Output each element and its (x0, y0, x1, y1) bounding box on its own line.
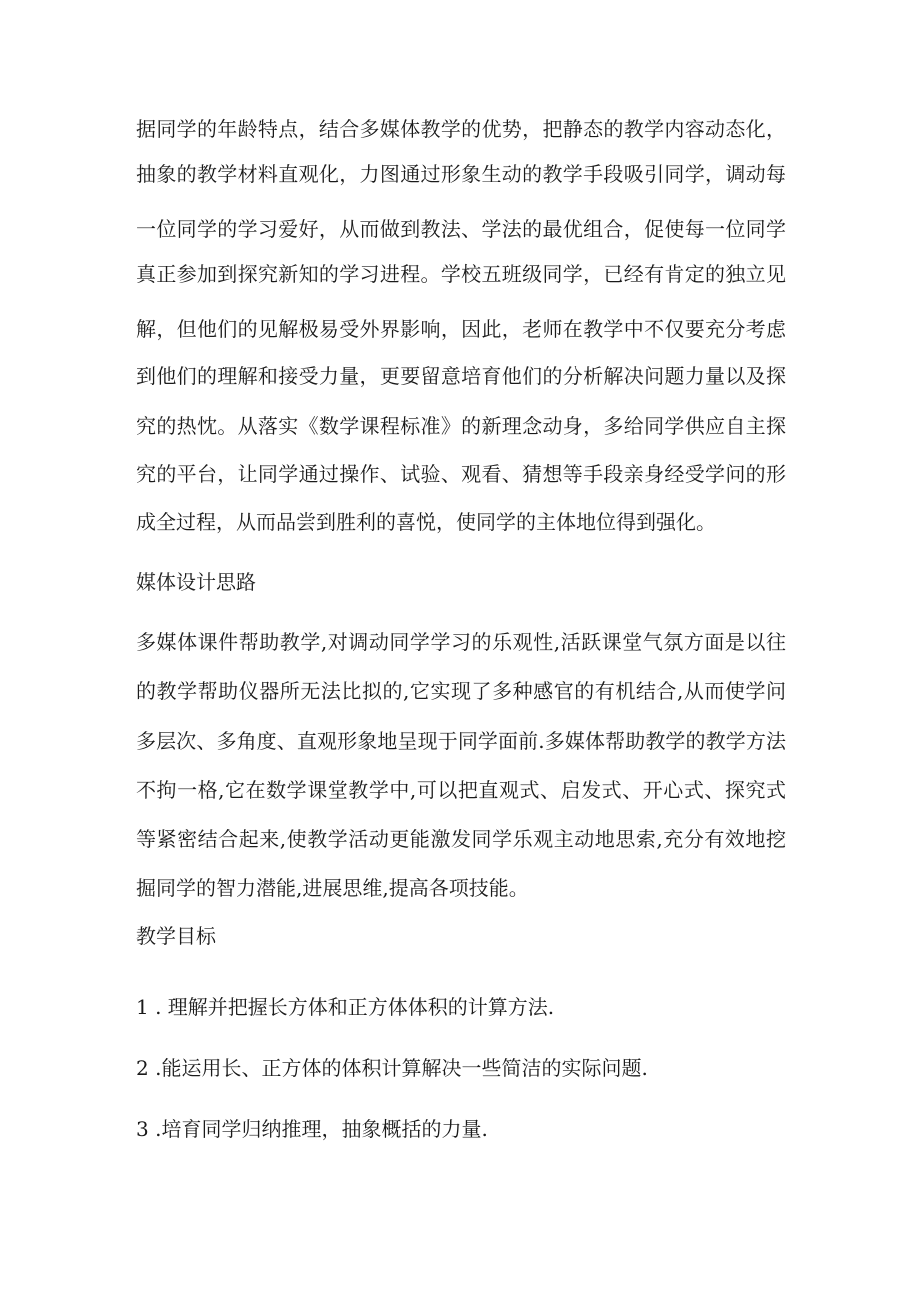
paragraph-line: 抽象的教学材料直观化，力图通过形象生动的教学手段吸引同学，调动每 (136, 162, 786, 186)
list-item: 3 .培育同学归纳推理，抽象概括的力量. (136, 1117, 488, 1141)
paragraph-line: 解，但他们的见解极易受外界影响，因此，老师在教学中不仅要充分考虑 (136, 317, 786, 341)
paragraph-line: 成全过程，从而品尝到胜利的喜悦，使同学的主体地位得到强化。 (136, 510, 716, 534)
paragraph-line: 的教学帮助仪器所无法比拟的,它实现了多种感官的有机结合,从而使学问 (136, 679, 786, 703)
section-heading-media-design: 媒体设计思路 (136, 570, 256, 594)
paragraph-line: 多层次、多角度、直观形象地呈现于同学面前.多媒体帮助教学的教学方法 (136, 729, 786, 753)
paragraph-line: 真正参加到探究新知的学习进程。学校五班级同学，已经有肯定的独立见 (136, 262, 786, 286)
list-item: 2 .能运用长、正方体的体积计算解决一些简洁的实际问题. (136, 1056, 648, 1080)
paragraph-line: 究的平台，让同学通过操作、试验、观看、猜想等手段亲身经受学问的形 (136, 462, 786, 486)
list-item: 1 . 理解并把握长方体和正方体体积的计算方法. (136, 995, 555, 1019)
paragraph-line: 据同学的年龄特点，结合多媒体教学的优势，把静态的教学内容动态化， (136, 117, 786, 141)
paragraph-line: 究的热忱。从落实《数学课程标准》的新理念动身，多给同学供应自主探 (136, 414, 786, 438)
paragraph-line: 等紧密结合起来,使教学活动更能激发同学乐观主动地思索,充分有效地挖 (136, 827, 786, 851)
paragraph-line: 到他们的理解和接受力量，更要留意培育他们的分析解决问题力量以及探 (136, 364, 786, 388)
section-heading-teaching-goals: 教学目标 (136, 924, 216, 948)
paragraph-line: 多媒体课件帮助教学,对调动同学学习的乐观性,活跃课堂气氛方面是以往 (136, 630, 786, 654)
paragraph-line: 一位同学的学习爱好，从而做到教法、学法的最优组合，促使每一位同学 (136, 217, 786, 241)
paragraph-line: 不拘一格,它在数学课堂教学中,可以把直观式、启发式、开心式、探究式 (136, 778, 786, 802)
paragraph-line: 掘同学的智力潜能,进展思维,提高各项技能。 (136, 876, 529, 900)
